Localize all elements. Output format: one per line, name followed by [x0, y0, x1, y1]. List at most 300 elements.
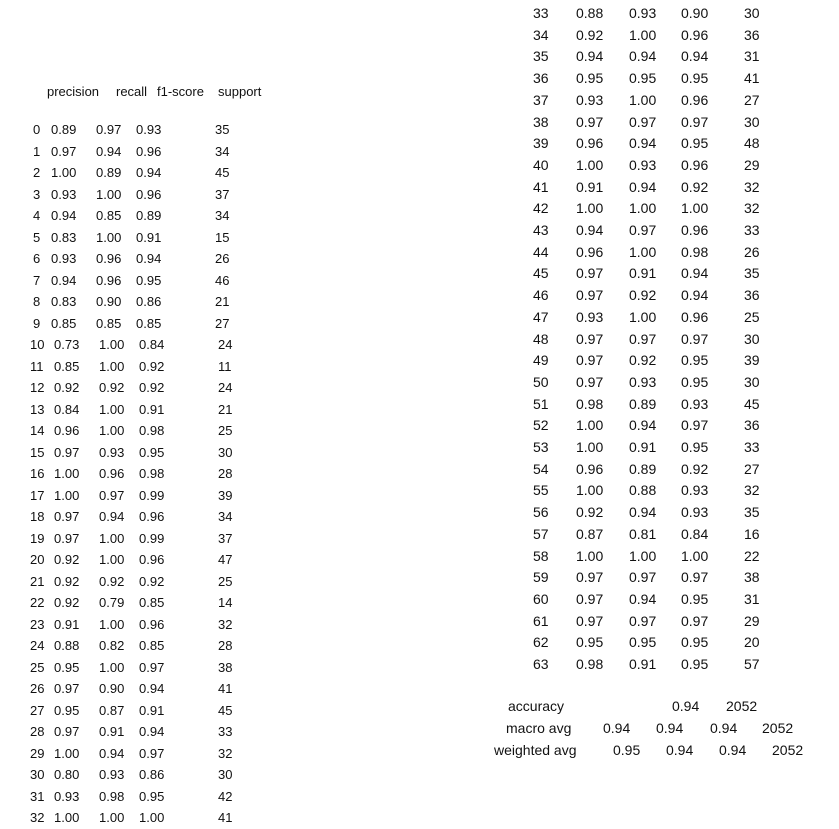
- table-row: [0, 46, 839, 68]
- class-label-cell: 11: [30, 358, 44, 374]
- table-row: [0, 285, 839, 307]
- f1-score-cell: 0.85: [139, 595, 165, 610]
- precision-cell: 0.97: [51, 143, 77, 159]
- recall-cell: 1.00: [99, 616, 125, 632]
- f1-score-cell: 0.95: [139, 444, 165, 460]
- weighted-avg-recall: 0.94: [666, 742, 694, 758]
- precision-cell: 0.96: [576, 460, 604, 477]
- macro-avg-f1: 0.94: [710, 720, 738, 736]
- recall-cell: 0.93: [629, 373, 657, 390]
- f1-score-cell: 0.97: [681, 113, 709, 130]
- support-cell: 25: [744, 308, 760, 325]
- precision-cell: 0.92: [54, 595, 80, 610]
- table-row: [0, 307, 839, 329]
- f1-score-cell: 0.97: [139, 745, 165, 761]
- precision-cell: 0.93: [51, 186, 77, 202]
- table-row: [0, 90, 839, 112]
- f1-score-cell: 0.95: [681, 634, 709, 651]
- recall-cell: 0.91: [99, 724, 125, 739]
- f1-score-cell: 0.93: [681, 504, 709, 521]
- class-label-cell: 36: [533, 70, 549, 87]
- class-label-cell: 8: [33, 294, 41, 309]
- class-label-cell: 42: [533, 200, 549, 217]
- class-label-cell: 7: [33, 272, 41, 288]
- precision-cell: 0.89: [51, 122, 77, 137]
- recall-cell: 1.00: [96, 186, 122, 202]
- support-cell: 28: [218, 466, 233, 481]
- support-cell: 33: [744, 439, 760, 455]
- table-row: [0, 786, 839, 808]
- precision-cell: 1.00: [51, 165, 77, 180]
- support-cell: 37: [215, 186, 230, 202]
- recall-cell: 0.91: [629, 656, 657, 672]
- support-cell: 21: [215, 294, 230, 309]
- precision-cell: 0.97: [576, 352, 604, 369]
- class-label-cell: 48: [533, 330, 549, 347]
- recall-cell: 0.96: [96, 272, 122, 288]
- class-label-cell: 30: [30, 767, 45, 782]
- macro-avg-precision: 0.94: [603, 720, 631, 736]
- support-cell: 45: [744, 395, 760, 412]
- support-cell: 32: [218, 616, 233, 632]
- class-label-cell: 9: [33, 315, 41, 331]
- precision-cell: 1.00: [54, 810, 80, 825]
- precision-cell: 0.96: [576, 243, 604, 260]
- table-row: [0, 263, 839, 285]
- recall-cell: 1.00: [629, 243, 657, 260]
- precision-cell: 0.97: [576, 265, 604, 282]
- table-row: [0, 329, 839, 351]
- f1-score-cell: 0.95: [681, 352, 709, 369]
- class-label-cell: 59: [533, 569, 549, 586]
- support-cell: 15: [215, 229, 230, 245]
- class-label-cell: 18: [30, 509, 45, 524]
- support-cell: 30: [744, 330, 760, 347]
- precision-cell: 0.92: [576, 26, 604, 43]
- weighted-avg-precision: 0.95: [613, 742, 641, 758]
- precision-cell: 1.00: [576, 482, 604, 499]
- support-cell: 32: [744, 200, 760, 217]
- recall-cell: 0.94: [629, 590, 657, 607]
- weighted-avg-row: [0, 739, 839, 761]
- support-cell: 47: [218, 552, 233, 567]
- recall-cell: 1.00: [629, 91, 657, 108]
- class-label-cell: 31: [30, 788, 45, 804]
- support-cell: 33: [744, 222, 760, 238]
- class-label-cell: 24: [30, 638, 45, 653]
- class-label-cell: 33: [533, 5, 549, 21]
- recall-cell: 1.00: [96, 229, 122, 245]
- recall-cell: 0.97: [629, 222, 657, 238]
- support-cell: 26: [744, 243, 760, 260]
- support-cell: 30: [744, 373, 760, 390]
- header-support: support: [218, 84, 262, 99]
- support-cell: 27: [744, 460, 760, 477]
- precision-cell: 1.00: [576, 547, 604, 564]
- precision-cell: 0.96: [54, 423, 80, 438]
- class-label-cell: 32: [30, 810, 45, 825]
- precision-cell: 0.80: [54, 767, 80, 782]
- recall-cell: 0.90: [99, 681, 125, 696]
- support-cell: 24: [218, 337, 233, 352]
- recall-cell: 0.94: [629, 178, 657, 195]
- support-cell: 21: [218, 401, 233, 417]
- class-label-cell: 58: [533, 547, 549, 564]
- recall-cell: 0.95: [629, 70, 657, 87]
- class-label-cell: 17: [30, 487, 45, 503]
- precision-cell: 0.91: [54, 616, 80, 632]
- recall-cell: 1.00: [99, 659, 125, 675]
- precision-cell: 0.92: [576, 504, 604, 521]
- f1-score-cell: 0.85: [136, 315, 162, 331]
- table-row: [0, 198, 839, 220]
- support-cell: 26: [215, 251, 230, 266]
- support-cell: 20: [744, 634, 760, 651]
- precision-cell: 0.94: [576, 222, 604, 238]
- precision-cell: 0.93: [51, 251, 77, 266]
- f1-score-cell: 0.95: [139, 788, 165, 804]
- class-label-cell: 1: [33, 143, 41, 159]
- table-row: [0, 68, 839, 90]
- f1-score-cell: 0.96: [136, 186, 162, 202]
- table-row: [0, 480, 839, 502]
- precision-cell: 0.97: [576, 569, 604, 586]
- support-cell: 29: [744, 612, 760, 629]
- table-row: [0, 611, 839, 633]
- accuracy-row: [0, 695, 839, 717]
- precision-cell: 0.95: [54, 659, 80, 675]
- f1-score-cell: 0.95: [136, 272, 162, 288]
- recall-cell: 0.87: [99, 702, 125, 718]
- support-cell: 39: [744, 352, 760, 369]
- f1-score-cell: 0.95: [681, 135, 709, 152]
- precision-cell: 0.97: [576, 590, 604, 607]
- precision-cell: 0.88: [576, 5, 604, 21]
- macro-avg-recall: 0.94: [656, 720, 684, 736]
- precision-cell: 0.94: [51, 272, 77, 288]
- recall-cell: 0.96: [99, 466, 125, 481]
- table-row: [0, 242, 839, 264]
- recall-cell: 1.00: [99, 552, 125, 567]
- table-row: [0, 220, 839, 242]
- support-cell: 32: [744, 482, 760, 499]
- precision-cell: 0.97: [576, 287, 604, 304]
- support-cell: 46: [215, 272, 230, 288]
- precision-cell: 1.00: [54, 487, 80, 503]
- recall-cell: 0.93: [629, 156, 657, 173]
- recall-cell: 0.88: [629, 482, 657, 499]
- support-cell: 45: [215, 165, 230, 180]
- support-cell: 39: [218, 487, 233, 503]
- support-cell: 27: [215, 315, 230, 331]
- class-label-cell: 22: [30, 595, 45, 610]
- precision-cell: 0.87: [576, 525, 604, 542]
- precision-cell: 0.97: [54, 530, 80, 546]
- precision-cell: 0.94: [51, 208, 77, 223]
- recall-cell: 1.00: [629, 26, 657, 43]
- class-label-cell: 38: [533, 113, 549, 130]
- support-cell: 30: [744, 113, 760, 130]
- precision-cell: 0.92: [54, 573, 80, 589]
- recall-cell: 0.93: [99, 767, 125, 782]
- f1-score-cell: 0.96: [139, 616, 165, 632]
- recall-cell: 0.97: [629, 612, 657, 629]
- support-cell: 41: [218, 681, 233, 696]
- precision-cell: 0.95: [576, 634, 604, 651]
- f1-score-cell: 0.94: [139, 681, 165, 696]
- precision-cell: 0.85: [54, 358, 80, 374]
- support-cell: 31: [744, 48, 760, 65]
- class-label-cell: 26: [30, 681, 45, 696]
- precision-cell: 0.97: [576, 373, 604, 390]
- recall-cell: 1.00: [99, 337, 125, 352]
- precision-cell: 1.00: [576, 439, 604, 455]
- f1-score-cell: 0.94: [681, 265, 709, 282]
- table-row: [0, 155, 839, 177]
- f1-score-cell: 0.93: [681, 482, 709, 499]
- class-label-cell: 28: [30, 724, 45, 739]
- recall-cell: 1.00: [99, 358, 125, 374]
- f1-score-cell: 0.92: [139, 358, 165, 374]
- recall-cell: 0.97: [96, 122, 122, 137]
- recall-cell: 1.00: [99, 810, 125, 825]
- table-row: [0, 546, 839, 568]
- class-label-cell: 20: [30, 552, 45, 567]
- precision-cell: 1.00: [576, 417, 604, 434]
- f1-score-cell: 0.92: [139, 573, 165, 589]
- recall-cell: 0.85: [96, 315, 122, 331]
- class-label-cell: 51: [533, 395, 549, 412]
- class-label-cell: 39: [533, 135, 549, 152]
- f1-score-cell: 0.97: [681, 569, 709, 586]
- class-label-cell: 29: [30, 745, 45, 761]
- precision-cell: 0.97: [54, 444, 80, 460]
- recall-cell: 0.97: [629, 113, 657, 130]
- recall-cell: 0.97: [99, 487, 125, 503]
- recall-cell: 0.94: [96, 143, 122, 159]
- precision-cell: 0.97: [576, 113, 604, 130]
- f1-score-cell: 0.89: [136, 208, 162, 223]
- class-label-cell: 62: [533, 634, 549, 651]
- precision-cell: 0.98: [576, 656, 604, 672]
- recall-cell: 0.94: [99, 509, 125, 524]
- class-label-cell: 14: [30, 423, 45, 438]
- support-cell: 30: [218, 444, 233, 460]
- macro-avg-label: macro avg: [506, 720, 572, 736]
- class-label-cell: 43: [533, 222, 549, 238]
- class-label-cell: 49: [533, 352, 549, 369]
- recall-cell: 0.92: [629, 287, 657, 304]
- recall-cell: 0.95: [629, 634, 657, 651]
- header-recall: recall: [116, 84, 148, 99]
- f1-score-cell: 0.84: [681, 525, 709, 542]
- table-row: [0, 25, 839, 47]
- f1-score-cell: 0.98: [681, 243, 709, 260]
- class-label-cell: 53: [533, 439, 549, 455]
- precision-cell: 1.00: [54, 466, 80, 481]
- f1-score-cell: 0.99: [139, 530, 165, 546]
- precision-cell: 0.95: [54, 702, 80, 718]
- support-cell: 24: [218, 380, 233, 395]
- support-cell: 31: [744, 590, 760, 607]
- precision-cell: 0.93: [576, 91, 604, 108]
- table-row: [0, 350, 839, 372]
- support-cell: 30: [218, 767, 233, 782]
- recall-cell: 1.00: [629, 200, 657, 217]
- precision-cell: 0.93: [576, 308, 604, 325]
- macro-avg-support: 2052: [762, 720, 794, 736]
- table-row: [0, 502, 839, 524]
- f1-score-cell: 0.97: [681, 330, 709, 347]
- recall-cell: 0.97: [629, 330, 657, 347]
- f1-score-cell: 0.96: [681, 308, 709, 325]
- recall-cell: 1.00: [99, 401, 125, 417]
- precision-cell: 0.97: [54, 509, 80, 524]
- macro-avg-row: [0, 717, 839, 739]
- f1-score-cell: 0.95: [681, 70, 709, 87]
- table-row: [0, 459, 839, 481]
- f1-score-cell: 0.96: [681, 156, 709, 173]
- class-label-cell: 46: [533, 287, 549, 304]
- f1-score-cell: 0.97: [681, 417, 709, 434]
- table-row: [0, 3, 839, 25]
- class-label-cell: 37: [533, 91, 549, 108]
- f1-score-cell: 0.92: [139, 380, 165, 395]
- support-cell: 36: [744, 287, 760, 304]
- table-row: [0, 589, 839, 611]
- class-label-cell: 15: [30, 444, 45, 460]
- class-label-cell: 0: [33, 122, 41, 137]
- precision-cell: 0.93: [54, 788, 80, 804]
- class-label-cell: 4: [33, 208, 41, 223]
- f1-score-cell: 0.98: [139, 466, 165, 481]
- table-row: [0, 632, 839, 654]
- precision-cell: 0.98: [576, 395, 604, 412]
- class-label-cell: 35: [533, 48, 549, 65]
- class-label-cell: 41: [533, 178, 549, 195]
- table-row: [0, 437, 839, 459]
- class-label-cell: 6: [33, 251, 41, 266]
- f1-score-cell: 0.92: [681, 178, 709, 195]
- class-label-cell: 2: [33, 165, 41, 180]
- f1-score-cell: 0.94: [136, 165, 162, 180]
- recall-cell: 0.92: [629, 352, 657, 369]
- header-precision: precision: [47, 84, 100, 99]
- recall-cell: 0.85: [96, 208, 122, 223]
- class-label-cell: 61: [533, 612, 549, 629]
- recall-cell: 0.89: [96, 165, 122, 180]
- class-label-cell: 13: [30, 401, 45, 417]
- header-f1-score: f1-score: [157, 84, 204, 99]
- f1-score-cell: 0.94: [681, 287, 709, 304]
- class-label-cell: 63: [533, 656, 549, 672]
- accuracy-support: 2052: [726, 698, 758, 714]
- precision-cell: 0.84: [54, 401, 80, 417]
- support-cell: 48: [744, 135, 760, 152]
- precision-cell: 0.97: [576, 612, 604, 629]
- class-label-cell: 34: [533, 26, 549, 43]
- class-label-cell: 27: [30, 702, 45, 718]
- recall-cell: 0.92: [99, 380, 125, 395]
- support-cell: 34: [218, 509, 233, 524]
- f1-score-cell: 0.99: [139, 487, 165, 503]
- recall-cell: 1.00: [99, 530, 125, 546]
- table-row: [0, 133, 839, 155]
- class-label-cell: 45: [533, 265, 549, 282]
- class-label-cell: 25: [30, 659, 45, 675]
- f1-score-cell: 0.96: [139, 552, 165, 567]
- support-cell: 36: [744, 26, 760, 43]
- recall-cell: 0.94: [99, 745, 125, 761]
- support-cell: 41: [744, 70, 760, 87]
- table-row: [0, 177, 839, 199]
- class-label-cell: 52: [533, 417, 549, 434]
- precision-cell: 0.97: [54, 724, 80, 739]
- class-label-cell: 40: [533, 156, 549, 173]
- class-label-cell: 47: [533, 308, 549, 325]
- f1-score-cell: 0.91: [136, 229, 162, 245]
- support-cell: 25: [218, 573, 233, 589]
- recall-cell: 0.90: [96, 294, 122, 309]
- accuracy-f1: 0.94: [672, 698, 700, 714]
- recall-cell: 1.00: [99, 423, 125, 438]
- f1-score-cell: 1.00: [139, 810, 165, 825]
- f1-score-cell: 0.93: [136, 122, 162, 137]
- support-cell: 11: [218, 358, 232, 374]
- class-label-cell: 23: [30, 616, 45, 632]
- f1-score-cell: 0.96: [681, 26, 709, 43]
- recall-cell: 0.94: [629, 135, 657, 152]
- f1-score-cell: 0.86: [136, 294, 162, 309]
- precision-cell: 0.97: [576, 330, 604, 347]
- recall-cell: 0.93: [629, 5, 657, 21]
- support-cell: 33: [218, 724, 233, 739]
- recall-cell: 0.94: [629, 504, 657, 521]
- class-label-cell: 3: [33, 186, 41, 202]
- support-cell: 38: [218, 659, 233, 675]
- f1-score-cell: 1.00: [681, 200, 709, 217]
- support-cell: 30: [744, 5, 760, 21]
- class-label-cell: 50: [533, 373, 549, 390]
- table-row: [0, 567, 839, 589]
- f1-score-cell: 0.86: [139, 767, 165, 782]
- recall-cell: 0.79: [99, 595, 125, 610]
- precision-cell: 1.00: [576, 156, 604, 173]
- precision-cell: 0.83: [51, 294, 77, 309]
- weighted-avg-label: weighted avg: [494, 742, 577, 758]
- class-label-cell: 21: [30, 573, 45, 589]
- precision-cell: 0.92: [54, 380, 80, 395]
- support-cell: 32: [744, 178, 760, 195]
- f1-score-cell: 0.97: [139, 659, 165, 675]
- table-row: [0, 524, 839, 546]
- class-label-cell: 56: [533, 504, 549, 521]
- recall-cell: 0.96: [96, 251, 122, 266]
- support-cell: 57: [744, 656, 760, 672]
- support-cell: 29: [744, 156, 760, 173]
- recall-cell: 0.91: [629, 439, 657, 455]
- recall-cell: 1.00: [629, 308, 657, 325]
- recall-cell: 0.82: [99, 638, 125, 653]
- precision-cell: 0.83: [51, 229, 77, 245]
- table-row: [0, 372, 839, 394]
- class-label-cell: 5: [33, 229, 41, 245]
- support-cell: 34: [215, 143, 230, 159]
- recall-cell: 0.98: [99, 788, 125, 804]
- table-row: [0, 764, 839, 786]
- support-cell: 28: [218, 638, 233, 653]
- f1-score-cell: 0.84: [139, 337, 165, 352]
